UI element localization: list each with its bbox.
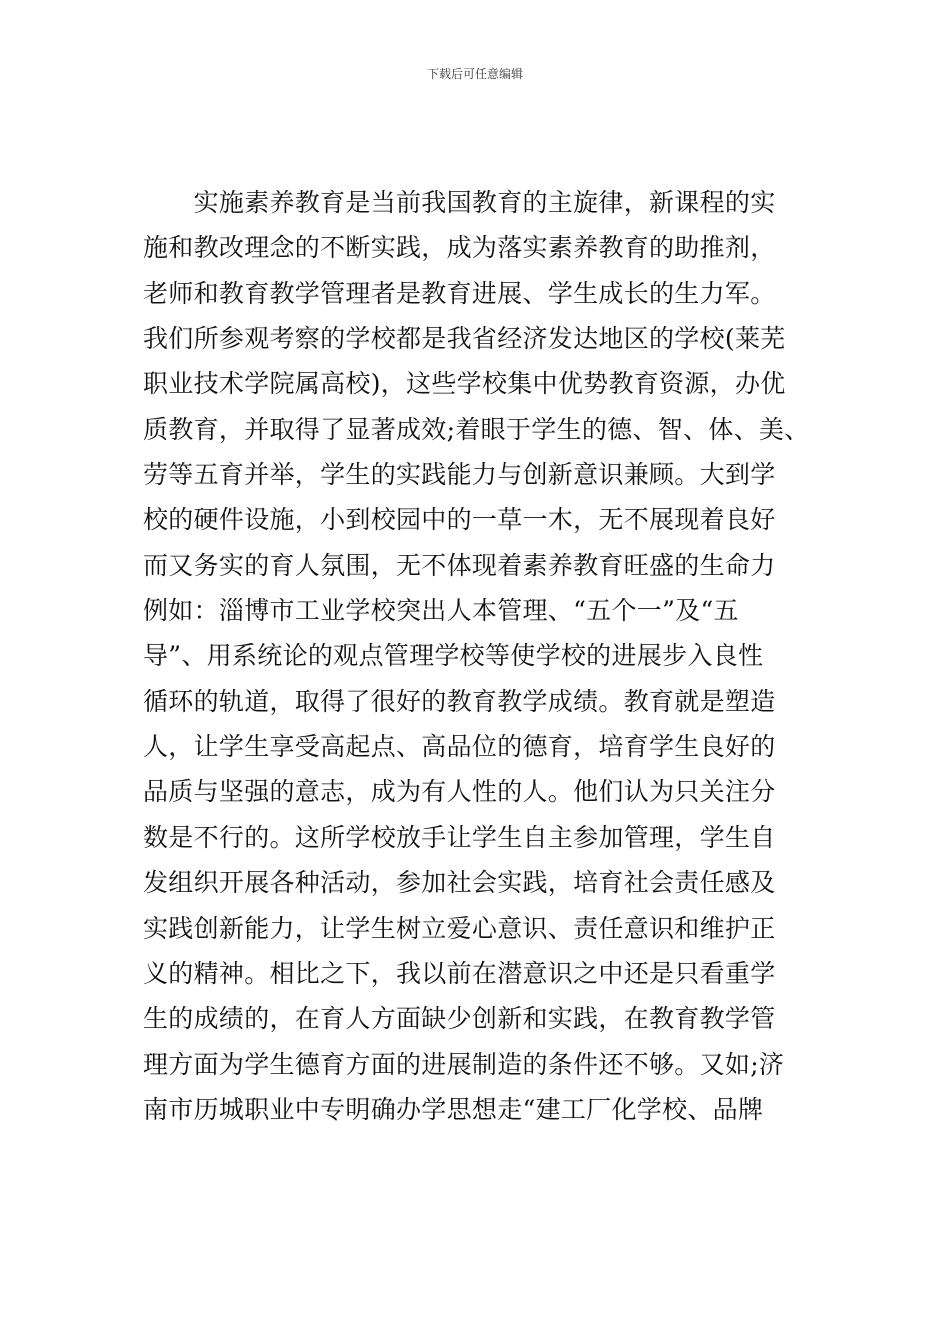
text-line: 理方面为学生德育方面的进展制造的条件还不够。又如;济 xyxy=(143,1049,785,1079)
text-line: 人，让学生享受高起点、高品位的德育，培育学生良好的 xyxy=(143,732,776,762)
text-line: 南市历城职业中专明确办学思想走“建工厂化学校、品牌 xyxy=(143,1094,764,1124)
page-header: 下载后可任意编辑 xyxy=(426,67,523,81)
text-line: 老师和教育教学管理者是教育进展、学生成长的生力军。 xyxy=(143,278,776,308)
text-line: 我们所参观考察的学校都是我省经济发达地区的学校(莱芜 xyxy=(143,324,786,354)
text-line: 劳等五育并举，学生的实践能力与创新意识兼顾。大到学 xyxy=(143,460,776,490)
text-line: 生的成绩的，在育人方面缺少创新和实践，在教育教学管 xyxy=(143,1004,776,1034)
text-line: 职业技术学院属高校)，这些学校集中优势教育资源，办优 xyxy=(143,369,786,399)
text-line: 发组织开展各种活动，参加社会实践，培育社会责任感及 xyxy=(143,868,776,898)
text-line: 施和教改理念的不断实践，成为落实素养教育的助推剂， xyxy=(143,233,776,263)
text-line: 而又务实的育人氛围，无不体现着素养教育旺盛的生命力 xyxy=(143,550,776,580)
text-line: 质教育，并取得了显著成效;着眼于学生的德、智、体、美、 xyxy=(143,414,810,444)
text-line: 数是不行的。这所学校放手让学生自主参加管理，学生自 xyxy=(143,822,776,852)
text-line: 实施素养教育是当前我国教育的主旋律，新课程的实 xyxy=(143,188,776,217)
text-line: 循环的轨道，取得了很好的教育教学成绩。教育就是塑造 xyxy=(143,686,776,716)
text-line: 导”、用系统论的观点管理学校等使学校的进展步入良性 xyxy=(143,641,764,671)
body-text xyxy=(143,180,843,1132)
text-line: 校的硬件设施，小到校园中的一草一木，无不展现着良好 xyxy=(143,505,776,535)
text-line: 实践创新能力，让学生树立爱心意识、责任意识和维护正 xyxy=(143,913,776,943)
text-line: 品质与坚强的意志，成为有人性的人。他们认为只关注分 xyxy=(143,777,776,807)
text-line: 例如：淄博市工业学校突出人本管理、“五个一”及“五 xyxy=(143,596,739,626)
text-line: 义的精神。相比之下，我以前在潜意识之中还是只看重学 xyxy=(143,958,776,988)
